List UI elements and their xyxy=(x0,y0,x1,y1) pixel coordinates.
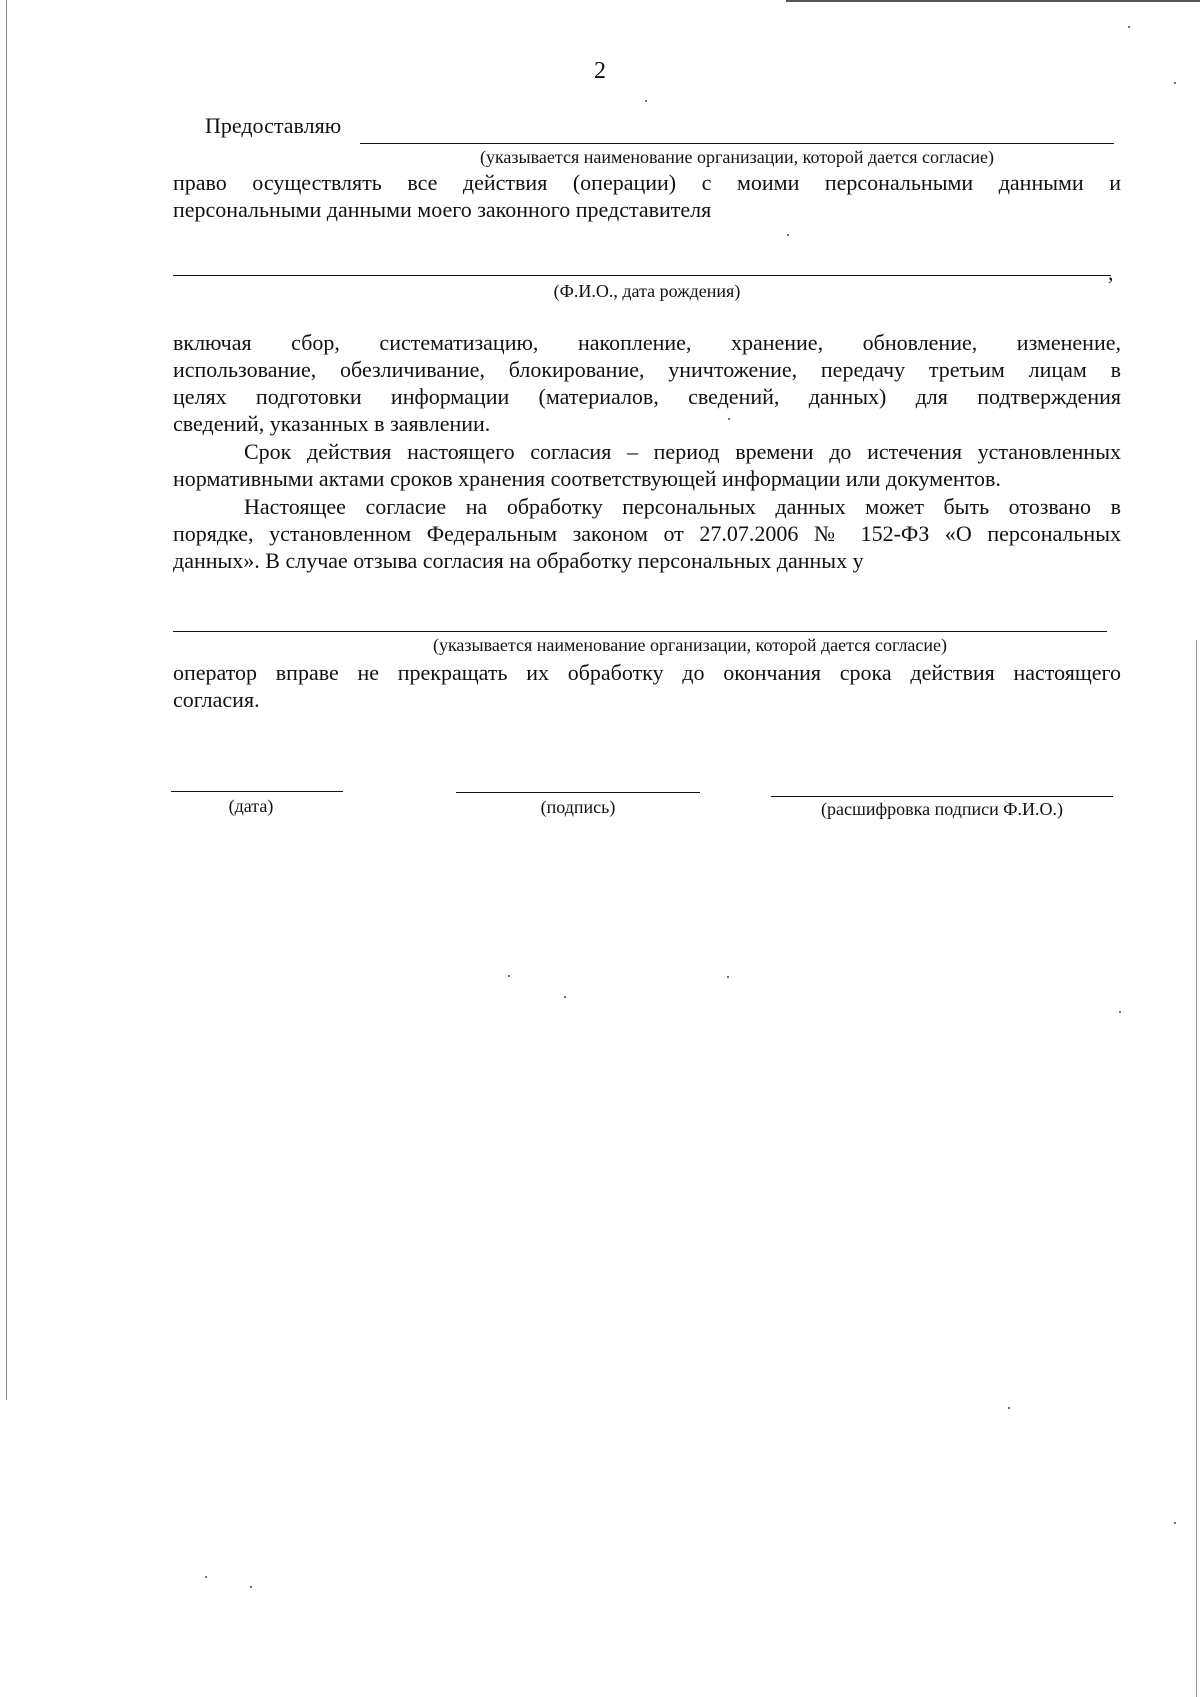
page-edge-top xyxy=(786,0,1200,2)
date-caption: (дата) xyxy=(228,796,274,816)
scan-speck xyxy=(1128,26,1130,28)
name-decoding-caption: (расшифровка подписи Ф.И.О.) xyxy=(821,799,1063,819)
paragraph2-line-1: Срок действия настоящего согласия – период времени до истечения установленных xyxy=(244,439,1121,464)
paragraph3-line-2: порядке, установленном Федеральным законом от 27.07.2006 № 152-ФЗ «О персональных xyxy=(173,521,1121,546)
scan-speck xyxy=(1174,1522,1176,1524)
scan-speck xyxy=(728,418,730,420)
page-number: 2 xyxy=(594,58,606,84)
revocation-line-1: оператор вправе не прекращать их обработку до окончания срока действия настоящего xyxy=(173,660,1121,685)
intro-line-1: право осуществлять все действия (операции) с моими персональными данными и xyxy=(173,170,1121,195)
signature-caption: (подпись) xyxy=(540,797,616,817)
org-name-line xyxy=(360,143,1114,144)
paragraph2-line-2: нормативными актами сроков хранения соответствующей информации или документов. xyxy=(173,466,1001,491)
scan-speck xyxy=(508,975,510,977)
date-line xyxy=(171,791,343,792)
revocation-org-caption: (указывается наименование организации, которой дается согласие) xyxy=(432,635,948,655)
name-decoding-line xyxy=(771,796,1113,797)
scan-speck xyxy=(787,234,789,236)
org-name-caption: (указывается наименование организации, которой дается согласие) xyxy=(479,147,995,167)
paragraph1-line-3: целях подготовки информации (материалов, сведений, данных) для подтверждения xyxy=(173,384,1121,409)
paragraph3-line-1: Настоящее согласие на обработку персональных данных может быть отозвано в xyxy=(244,494,1121,519)
revocation-line-2: согласия. xyxy=(173,687,260,712)
paragraph3-line-3: данных». В случае отзыва согласия на обработку персональных данных у xyxy=(173,548,864,573)
fio-comma: , xyxy=(1108,260,1114,285)
scan-speck xyxy=(1008,1407,1010,1409)
fio-caption: (Ф.И.О., дата рождения) xyxy=(553,281,741,301)
paragraph1-line-1: включая сбор, систематизацию, накопление, хранение, обновление, изменение, xyxy=(173,330,1121,355)
scan-speck xyxy=(1119,1011,1121,1013)
fio-line xyxy=(173,275,1111,276)
scan-speck xyxy=(727,976,729,978)
paragraph1-line-2: использование, обезличивание, блокирование, уничтожение, передачу третьим лицам в xyxy=(173,357,1121,382)
signature-line xyxy=(456,792,700,793)
scan-speck xyxy=(1174,82,1176,84)
scan-speck xyxy=(645,100,647,102)
intro-lead: Предоставляю xyxy=(205,113,342,138)
scan-speck xyxy=(564,996,566,998)
page-edge-right xyxy=(1196,640,1197,1697)
scan-speck xyxy=(250,1586,252,1588)
page-edge-left xyxy=(6,0,7,1400)
intro-line-2: персональными данными моего законного представителя xyxy=(173,197,712,222)
revocation-org-line xyxy=(173,631,1107,632)
scan-speck xyxy=(205,1576,207,1578)
paragraph1-line-4: сведений, указанных в заявлении. xyxy=(173,411,491,436)
